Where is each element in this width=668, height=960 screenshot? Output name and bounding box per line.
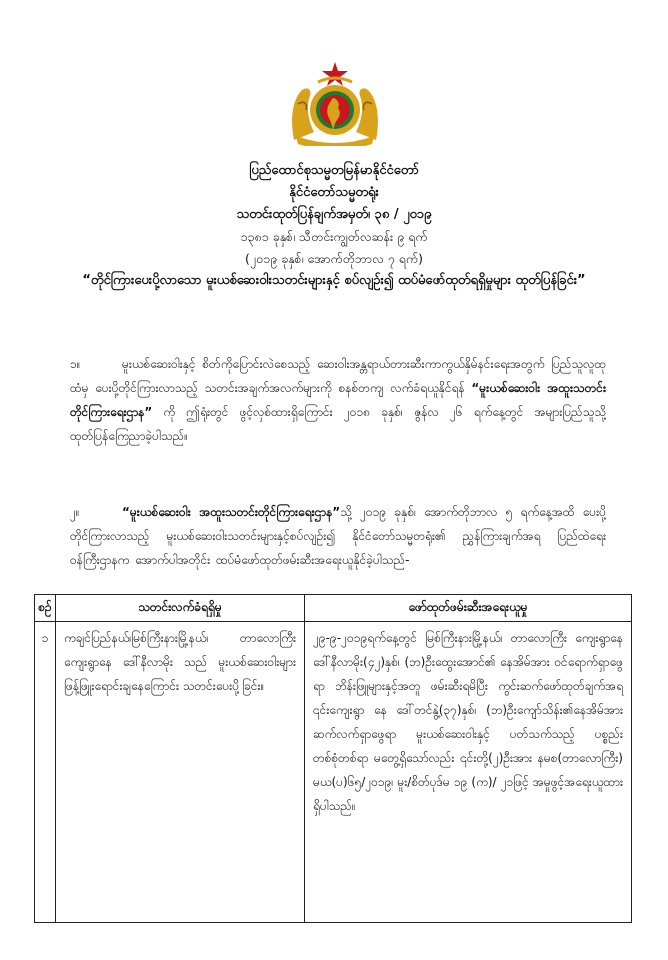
- paragraph-1: [70, 352, 606, 448]
- results-table: [34, 594, 632, 923]
- date-myanmar: ၁၃၈၁ ခုနှစ်၊ သီတင်းကျွတ်လဆန်း ၉ ရက်: [240, 229, 428, 244]
- table-header-row: [35, 595, 632, 622]
- cell-no: ၁: [35, 622, 56, 923]
- header-action: ဖော်ထုတ်ဖမ်းဆီးအရေးယူမှု: [305, 595, 632, 622]
- department-name: “မူးယစ်ဆေးဝါး အထူးသတင်းတိုင်ကြားရေးဌာန”: [122, 505, 341, 519]
- paragraph-number: ၁။: [70, 357, 81, 371]
- header-report: သတင်းလက်ခံရရှိမှု: [56, 595, 305, 622]
- letterhead: [40, 160, 628, 292]
- state-seal-icon: [288, 60, 382, 146]
- paragraph-text: မူးယစ်ဆေးဝါးနှင့် စိတ်ကိုပြောင်းလဲစေသည့် ဆေးဝါးအန္တရာယ်တားဆီးကာကွယ်နှိမ်နင်းရေးအတွက် ပြည်သူလူထုထံမှ ပေးပို့တိုင်ကြားလာသည့် သတင်းအချက်အလက်များကို စနစ်တကျ လက်ခံရယူနိုင်ရန်: [70, 357, 606, 395]
- page-title: “တိုင်ကြားပေးပို့လာသော မူးယစ်ဆေးဝါးသတင်းများနှင့် စပ်လျဉ်း၍ ထပ်မံဖော်ထုတ်ရရှိမှုများ ထုတ်ပြန်ခြင်း”: [82, 273, 586, 288]
- cell-action: ၂၉-၉-၂၀၁၉ရက်နေ့တွင် မြစ်ကြီးနားမြို့နယ်၊ တာလောကြီး ကျေးရွာနေ ဒေါ်နီလာမိုး(၄၂)နှစ်၊ (ဘ)ဦးထွေးအောင်၏ နေအိမ်အား ဝင်ရောက်ရှာဖွေရာ ဘိန်းဖြူများနှင့်အတူ ဖမ်းဆီးရမိပြီး ကွင်းဆက်ဖော်ထုတ်ချက်အရ ၎င်းကျေးရွာ နေ ဒေါ်တင်နွဲ့(၃၇)နှစ်၊ (ဘ)ဦးကျော်သိန်း၏နေအိမ်အား ဆက်လက်ရှာဖွေရာ မူးယစ်ဆေးဝါးနှင့် ပတ်သက်သည့် ပစ္စည်းတစ်စုံတစ်ရာ မတွေ့ရှိသော်လည်း ၎င်းတို့(၂)ဦးအား နမစ(တာလောကြီး) မယ(ပ)၆၅/၂၀၁၉၊ မူး/စိတ်ပုဒ်မ ၁၉ (က)/ ၂၁ဖြင့် အမှုဖွင့်အရေးယူထားရှိပါသည်။: [305, 622, 632, 923]
- header-no: စဉ်: [35, 595, 56, 622]
- ministry-name: နိုင်ငံတော်သမ္မတရုံး: [289, 185, 379, 200]
- department-name: “မူးယစ်ဆေးဝါး အထူးသတင်းတိုင်ကြားရေးဌာန”: [70, 381, 606, 419]
- table-row: [35, 622, 632, 923]
- paragraph-number: ၂။: [70, 505, 80, 519]
- release-number: သတင်းထုတ်ပြန်ချက်အမှတ်၊ ၃၈ / ၂၀၁၉: [236, 207, 432, 222]
- paragraph-text: သို့ ၂၀၁၉ ခုနှစ်၊ အောက်တိုဘာလ ၅ ရက်နေ့အထိ ပေးပို့တိုင်ကြားလာသည့် မူးယစ်ဆေးဝါးသတင်းများနှင့်စပ်လျဉ်း၍ နိုင်ငံတော်သမ္မတရုံး၏ ညွှန်ကြားချက်အရ ပြည်ထဲရေးဝန်ကြီးဌာနက အောက်ပါအတိုင်း ထပ်မံဖော်ထုတ်ဖမ်းဆီးအရေးယူနိုင်ခဲ့ပါသည်-: [70, 505, 606, 567]
- cell-report: ကချင်ပြည်နယ်၊မြစ်ကြီးနားမြို့နယ်၊ တာလောကြီးကျေးရွာနေ ဒေါ်နီလာမိုး သည် မူးယစ်ဆေးဝါးများ ဖြန့်ဖြူးရောင်းချနေကြောင်း သတင်းပေးပို့ခြင်း။: [56, 622, 305, 923]
- country-name: ပြည်ထောင်စုသမ္မတမြန်မာနိုင်ငံတော်: [249, 163, 419, 178]
- paragraph-2: [70, 500, 606, 572]
- paragraph-text: ကို ဤရုံးတွင် ဖွင့်လှစ်ထားရှိကြောင်း ၂၀၁၈ ခုနှစ်၊ ဇွန်လ ၂၆ ရက်နေ့တွင် အများပြည်သူသို့ ထုတ်ပြန်ကြေညာခဲ့ပါသည်။: [70, 405, 606, 443]
- date-gregorian: (၂၀၁၉ ခုနှစ်၊ အောက်တိုဘာလ ၇ ရက်): [244, 251, 424, 266]
